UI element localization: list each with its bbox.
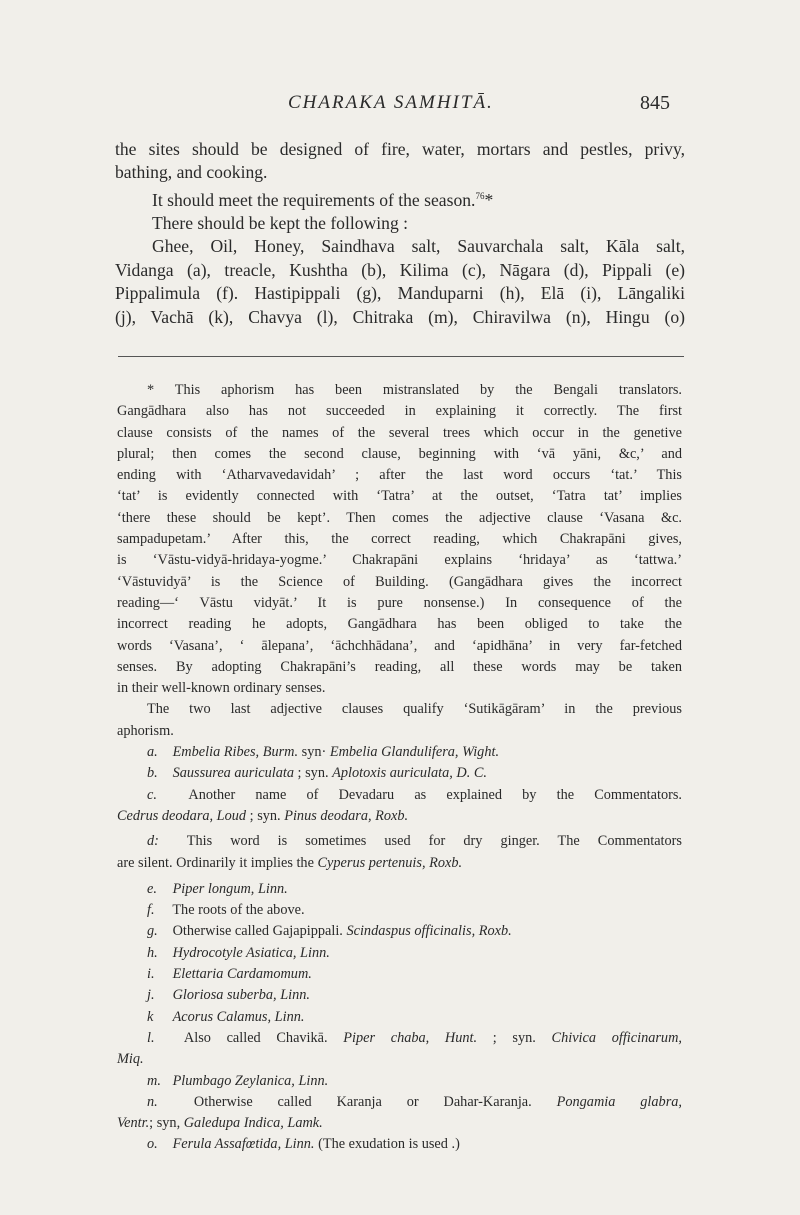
note-entry-l: l. Also called Chavikā. Piper chaba, Hunt. ; syn. Chivica officinarum, Miq.	[117, 1029, 682, 1068]
footnote-line: words ‘Vasana’, ‘ ālepana’, ‘āchchhādana’, and ‘apidhāna’ in very far-fetched	[117, 637, 682, 654]
footnote-paragraph-2	[117, 699, 682, 742]
text-line: (j), Vachā (k), Chavya (l), Chitraka (m), Chiravilwa (n), Hingu (o)	[115, 306, 685, 327]
footnote-line: in their well-known ordinary senses.	[117, 680, 326, 697]
note-entry-h: h. Hydrocotyle Asiatica, Linn.	[147, 944, 330, 961]
text-line: It should meet the requirements of the season.$^{76}$*	[152, 189, 494, 210]
text-line: There should be kept the following :	[152, 213, 409, 234]
running-title: CHARAKA SAMHITĀ.	[288, 92, 494, 113]
footnote-line: incorrect reading he adopts, Gangādhara has been obliged to take the	[117, 616, 682, 633]
note-entry-c: c. Another name of Devadaru as explained by the Commentators. Cedrus deodara, Loud ; syn. Pinus deodara, Roxb.	[117, 786, 682, 824]
note-entry-m: m. Plumbago Zeylanica, Linn.	[147, 1072, 329, 1089]
note-entry-k: k Acorus Calamus, Linn.	[147, 1008, 305, 1025]
footnote-line: is ‘Vāstu-vidyā-hridaya-yogme.’ Chakrapāni explains ‘hridaya’ as ‘tattwa.’	[117, 552, 682, 569]
footnote-marker: *	[484, 189, 494, 210]
page-header	[0, 92, 800, 118]
note-entry-f: f. The roots of the above.	[147, 902, 305, 919]
footnote-line: plural; then comes the second clause, beginning with ‘vā yāni, &c,’ and	[117, 445, 682, 462]
footnote-line: ending with ‘Atharvavedavidah’ ; after the last word occurs ‘tat.’ This	[117, 467, 682, 484]
page-number: 845	[640, 92, 670, 114]
note-entry-n: n. Otherwise called Karanja or Dahar-Karanja. Pongamia glabra, Ventr.; syn, Galedupa Indica, Lamk.	[117, 1093, 682, 1132]
footnote-line: The two last adjective clauses qualify ‘Sutikāgāram’ in the previous	[147, 701, 682, 718]
note-entry-a: a. Embelia Ribes, Burm. syn· Embelia Glandulifera, Wight.	[147, 744, 500, 761]
text-line: bathing, and cooking.	[115, 162, 268, 183]
text-line: Pippalimula (f). Hastipippali (g), Manduparni (h), Elā (i), Lāngaliki	[115, 283, 685, 304]
note-entry-i: i. Elettaria Cardamomum.	[147, 966, 312, 983]
note-entry-d: d: This word is sometimes used for dry ginger. The Commentators are silent. Ordinarily it implies the Cyperus pertenuis, Roxb.	[117, 833, 682, 871]
footnote-line: ‘there these should be kept’. Then comes the adjective clause ‘Vasana &c.	[117, 509, 682, 526]
footnote-line: * This aphorism has been mistranslated by the Bengali translators.	[147, 382, 682, 398]
text-line: Ghee, Oil, Honey, Saindhava salt, Sauvarchala salt, Kāla salt,	[152, 236, 685, 257]
footnote-line: reading—‘ Vāstu vidyāt.’ It is pure nonsense.) In consequence of the	[117, 594, 682, 611]
text-line: Vidanga (a), treacle, Kushtha (b), Kilima (c), Nāgara (d), Pippali (e)	[115, 259, 685, 280]
footnote-line: aphorism.	[117, 722, 174, 739]
note-entry-o: o. Ferula Assafœtida, Linn. (The exudation is used .)	[147, 1136, 460, 1153]
text-line: the sites should be designed of fire, water, mortars and pestles, privy,	[115, 139, 685, 159]
note-entry-g: g. Otherwise called Gajapippali. Scindaspus officinalis, Roxb.	[147, 923, 512, 940]
main-text	[115, 138, 685, 329]
footnote-rule	[118, 356, 684, 357]
note-entry-j: j. Gloriosa suberba, Linn.	[147, 987, 311, 1004]
note-entry-b: b. Saussurea auriculata ; syn. Aplotoxis auriculata, D. C.	[147, 765, 488, 782]
footnote-line: clause consists of the names of the several trees which occur in the genetive	[117, 424, 682, 441]
footnotes	[117, 380, 682, 1156]
note-reference: 76	[475, 190, 485, 201]
footnote-line: sampadupetam.’ After this, the correct reading, which Chakrapāni gives,	[117, 531, 682, 548]
note-entry-e: e. Piper longum, Linn.	[147, 880, 288, 897]
footnote-line: senses. By adopting Chakrapāni’s reading, all these words may be taken	[117, 658, 682, 675]
footnote-line: ‘tat’ is evidently connected with ‘Tatra’ at the outset, ‘Tatra tat’ implies	[117, 488, 682, 505]
footnote-line: Gangādhara also has not succeeded in explaining it correctly. The first	[117, 403, 682, 420]
footnote-line: ‘Vāstuvidyā’ is the Science of Building. (Gangādhara gives the incorrect	[117, 573, 682, 590]
footnote-paragraph-1	[117, 380, 682, 699]
